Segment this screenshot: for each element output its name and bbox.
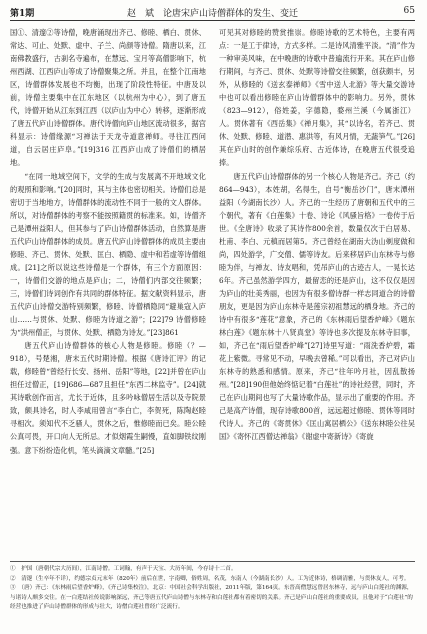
left-column — [10, 26, 206, 457]
right-column — [219, 26, 415, 444]
running-title: 赵 斌 论唐宋庐山诗僧群体的发生、变迁 — [126, 9, 298, 19]
issue-number: 第1期 — [10, 9, 35, 19]
page-number: 65 — [403, 6, 415, 16]
footnote: ② 清邃（生卒年不详），约德宗贞元末年（820年）前后在世，字南卿，俗姓周，名茂，东南人（今湖南长沙）人。工为近体诗，格调清雅，与贯休友人，可考。 — [10, 575, 410, 582]
footnote: ③ （唐）齐己：《东林雨后望香炉峰》，《齐己诗集校注》，北京：中国社会科学出版社，2011年版，第164页。东晋高僧慧远曾居东林寺，远与庐山白莲社的渊源，与诸诗人颇多交往。在一白莲结社传说影响深远，齐己等唐五代庐山诗僧与东林寺和白莲社都有着密切的关系。齐己是庐山白莲社的重要成员，且他对于“白莲社”的经营也推进了庐山诗僧群体的形成与壮大，诗僧白莲社曾经广泛流行。 — [10, 585, 413, 610]
footnotes — [10, 561, 415, 613]
paragraph: 可见其对修睦的赞赏推崇。修睦诗歌的艺术特色，主要有两点：一是工于律诗，方式多样。二是诗风清雅平淡。“清”作为一种审美风味，在中晚唐的诗歌中普遍流行开来。其在庐山修行期间，与齐己、贯休、处默等诗僧交往频繁，创获颇丰，另外，从修睦的《送玄泰禅师》《雪中送人北游》等大量交游诗中也可以看出修睦在庐山诗僧群体中的影响力。另外，贯休（823—912），俗姓姜，字德隐，婺州兰溪（今属浙江）人。贯休著有《西岳集》《禅月集》，其“以诗名，若齐己、贯休、处默、修睦、道潜、惠洪等，有风月情，无蔬笋气。”[26]其在庐山时的创作兼综乐府、古近体诗，在晚唐五代很受追捧。 — [219, 28, 415, 168]
paragraph: “在同一地域空间下，文学的生成与发展离不开地域文化的观照和影响。”[20]同时，其与主体也密切相关。诗僧们总是密切于当地地方，诗僧群体的流动性不同于一般的文人群体。所以，对诗僧群体的考察不能按照籍贯的标准来。如，诗僧齐己是潭州益阳人，但其参与了庐山诗僧群体活动，自然算是唐五代庐山诗僧群体的成员。唐五代庐山诗僧群体的成员主要由修睦、齐己、贯休、处默、匡白、栖隐、虚中和若虚等诗僧组成。[21]之所以说这些诗僧是一个群体，有三个方面原因：一，诗僧们交游的地点是庐山；二，诗僧们内部交往频繁；三，诗僧们诗词创作有共同的群体特征。据文献资料显示，唐五代庐山诗僧交游特别频繁，修睦、诗僧栖隐同“避巢寇入庐山……与贯休、处默、修睦为诗道之游”；[22]79 诗僧修睦为“洪州僧正，与贯休、处默、栖隐为诗友。”[23]861 — [10, 171, 206, 338]
paragraph: 唐五代庐山诗僧群体的核心人物是修睦。修睦（？—918），号楚湘，唐末五代时期诗僧。根据《唐诗汇评》的记载，修睦曾“曾经行长安、扬州、岳阳”等地，[22]并曾在庐山担任过僧正，[19]686—687且担任“东西二林监寺”。[24]就其诗歌创作而言，尤长于近体，且多吟咏僧居生活以及寺院景致，颇具诗名，时人李咸用曾言“李白亡，李贺死，陈陶赵睦寻相次。须知代不乏骚人，贯休之后，惟修睦而已矣。睦公睦公真可畏，开口向人无所忌。才似烟霞生嗣慢，直如脚铁纹刚强。意下纷纷造化机，笔头滴滴文章髓。”[25] — [10, 341, 206, 455]
running-header — [10, 4, 415, 21]
paragraph: 国①、清邃②等诗僧，晚唐涌现出齐己、修睦、栖白、贯休、常达、可止、处默、虚中、子兰、尚颜等诗僧。隋唐以来，江南佛教盛行，古刹名寺遍布，在慧远、宝月等高僧影响下，杭州西湖、江西庐山等成了诗僧聚集之所。并且，在整个江南地区，诗僧群体发展也不均衡，出现了阶段性特征。中唐及以前，诗僧主要集中在江东地区（以杭州为中心），到了唐五代，诗僧开始从江东到江西（以庐山为中心）转移，逐渐形成了唐五代庐山诗僧群体。唐代诗僧向庐山地区流动很多，据宫科显示：诗僧缘源“习禅法于天龙寺道意禅师。寻往江西问道，自云居庄庐阜。”[19]316 江西庐山成了诗僧们的栖居地。 — [10, 28, 206, 168]
footnote: ① 护国（唐朝代宗大历间），江南诗僧。工词翰，有声于天宝、大历年间，今存诗十二首。 — [10, 566, 237, 572]
paragraph: 唐五代庐山诗僧群体的另一个核心人物是齐己。齐己（约864—943），本姓胡，名得生，自号“衡岳沙门”，唐末潭州益阳（今湖南长沙）人。齐己的一生经历了唐朝和五代中的三个朝代，著有《白莲集》十卷、诗论《风骚旨格》一卷传于后世。《全唐诗》收录了其诗作800余首，数量仅次于白居易、杜甫、李白、元稹而居第5。齐己曾经在湖南大沩山剃度做和尚，四处游学，广交僧、儒等诗友。后来移居庐山东林寺与修睦为伴，与禅友、诗友唱和，凭吊庐山的古迹古人，一晃长达6年。齐己虽然游学四方，最留恋的还是庐山，这不仅仅是因为庐山的壮美秀丽，也因为有很多僧诗群一样志同道合的诗僧朋友，更是因为庐山东林寺是莲宗初祖慧远的栖身地。齐己的诗中有很多“莲花”意象，齐己的《东林雨后望香炉峰》《题东林白莲》《题东林十八贤真堂》等诗也多次提及东林寺旧事，如，齐己在“雨后望香炉峰”[27]诗里写道：“雨洗香炉碧，霜花上紫微。寻常见不动，早晚去曾稀。”可以看出，齐己对庐山东林寺的熟悉和感情。原来，齐己“往年吟月社，因乱散扬州。”[28]190但他始终惦记着“白莲社”的诗社经营，同时，齐己在庐山期间也写了大量诗歌作品，显示出了重要的作用。齐己是高产诗僧，现存诗歌800首，远远超过修睦、贯休等同时代诗人。齐己的《寄贯休》《匡山寓居栖公》《送东林睦公往吴国》《寄怀江西僧达禅翁》《谢虚中寄新诗》《寄旋 — [219, 171, 415, 442]
